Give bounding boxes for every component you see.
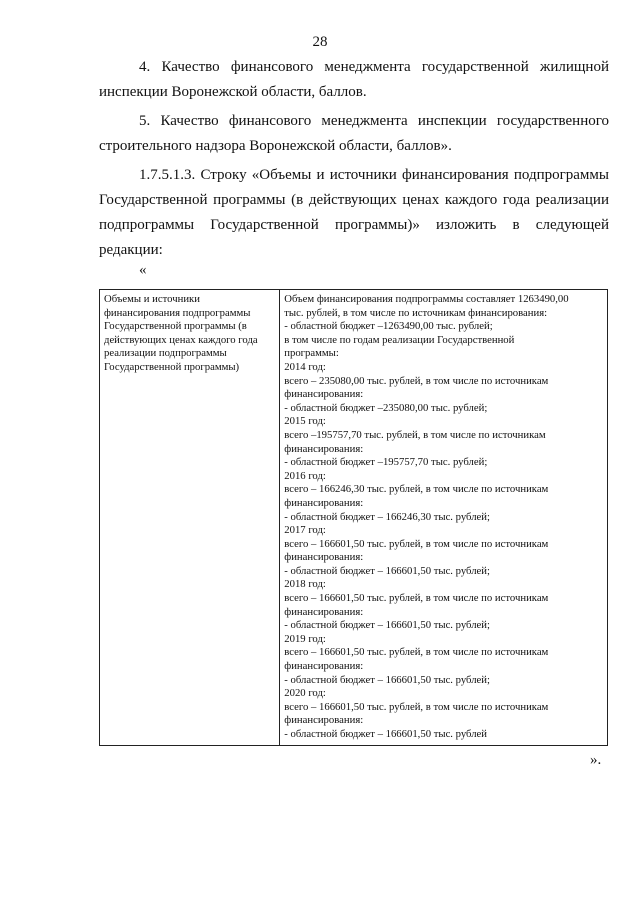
year-total-line-cont: финансирования:	[284, 442, 364, 455]
year-total-line: всего – 166246,30 тыс. рублей, в том числе по источникам	[284, 483, 549, 496]
year-regional-line: - областной бюджет – 166601,50 тыс. рублей;	[284, 619, 490, 632]
intro-line-5: программы:	[284, 347, 339, 360]
year-regional-line: - областной бюджет – 166246,30 тыс. рублей;	[284, 510, 490, 523]
paragraph-amendment: 1.7.5.1.3. Строку «Объемы и источники финансирования подпрограммы Государственной программы (в действующих ценах каждого года реализации подпрограммы Государственной программы)» изложить в следующей редакции:	[99, 167, 609, 258]
intro-line-3: - областной бюджет –1263490,00 тыс. рублей;	[284, 320, 493, 333]
year-total-line: всего – 166601,50 тыс. рублей, в том числе по источникам	[284, 646, 549, 659]
opening-quote-mark: «	[139, 262, 147, 278]
year-total-line-cont: финансирования:	[284, 660, 364, 673]
intro-line-1: Объем финансирования подпрограммы составляет 1263490,00	[284, 293, 569, 305]
year-total-line-cont: финансирования:	[284, 551, 364, 564]
year-regional-line: - областной бюджет – 166601,50 тыс. рублей	[284, 728, 488, 740]
intro-line-2: тыс. рублей, в том числе по источникам финансирования:	[284, 306, 548, 319]
paragraph-item-5: 5. Качество финансового менеджмента инспекции государственного строительного надзора Воронежской области, баллов».	[99, 113, 609, 154]
year-label: 2017 год:	[284, 524, 326, 537]
year-regional-line: - областной бюджет –195757,70 тыс. рублей;	[284, 456, 488, 469]
financing-table	[99, 289, 608, 746]
year-label: 2018 год:	[284, 578, 326, 591]
year-label: 2019 год:	[284, 632, 326, 645]
year-total-line-cont: финансирования:	[284, 714, 364, 727]
paragraph-item-4: 4. Качество финансового менеджмента государственной жилищной инспекции Воронежской области, баллов.	[99, 59, 609, 100]
table-label-cell	[100, 290, 280, 746]
year-total-line: всего – 166601,50 тыс. рублей, в том числе по источникам	[284, 592, 549, 605]
year-label: 2016 год:	[284, 469, 326, 482]
year-total-line: всего –195757,70 тыс. рублей, в том числе по источникам	[284, 428, 546, 441]
closing-quote-mark: ».	[590, 752, 602, 768]
year-regional-line: - областной бюджет –235080,00 тыс. рублей;	[284, 401, 488, 414]
page-number: 28	[312, 34, 328, 50]
year-total-line-cont: финансирования:	[284, 388, 364, 401]
table-row	[100, 290, 608, 746]
year-label: 2020 год:	[284, 687, 326, 700]
year-total-line-cont: финансирования:	[284, 605, 364, 618]
intro-line-4: в том числе по годам реализации Государственной	[284, 333, 515, 346]
year-regional-line: - областной бюджет – 166601,50 тыс. рублей;	[284, 564, 490, 577]
year-total-line: всего – 235080,00 тыс. рублей, в том числе по источникам	[284, 374, 549, 387]
year-regional-line: - областной бюджет – 166601,50 тыс. рублей;	[284, 673, 490, 686]
year-label: 2014 год:	[284, 360, 326, 373]
table-value-cell	[280, 290, 608, 746]
year-total-line: всего – 166601,50 тыс. рублей, в том числе по источникам	[284, 537, 549, 550]
year-label: 2015 год:	[284, 415, 326, 428]
table-label-text: Объемы и источники финансирования подпрограммы Государственной программы (в действующих ценах каждого года реализации подпрограммы Государственной программы)	[104, 293, 258, 373]
year-total-line-cont: финансирования:	[284, 496, 364, 509]
document-body	[99, 55, 609, 263]
year-total-line: всего – 166601,50 тыс. рублей, в том числе по источникам	[284, 700, 549, 713]
